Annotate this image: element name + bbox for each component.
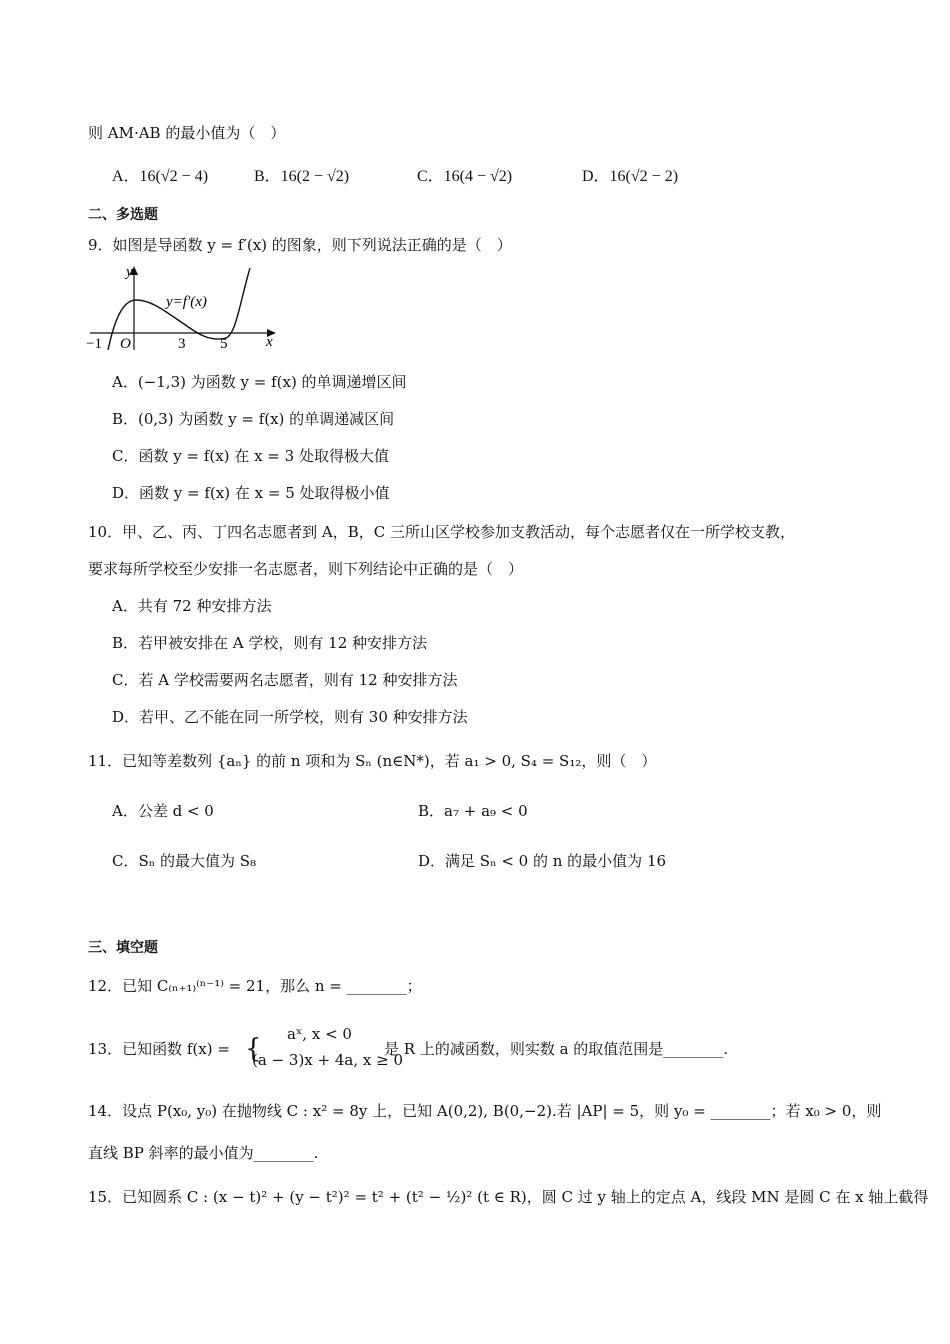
graph-origin-label: O <box>120 336 131 352</box>
q9-stem: 9．如图是导函数 y = f′(x) 的图象，则下列说法正确的是（ ） <box>88 236 512 254</box>
section-title-fill-in: 三、填空题 <box>88 940 158 956</box>
q13-suffix: 是 R 上的减函数，则实数 a 的取值范围是________. <box>384 1040 729 1058</box>
q13-prefix: 13．已知函数 f(x) = <box>88 1040 230 1058</box>
q11-option-d: D．满足 Sₙ < 0 的 n 的最小值为 16 <box>418 852 667 870</box>
q9-option-a: A．(−1,3) 为函数 y = f(x) 的单调递增区间 <box>112 373 407 391</box>
q13-case1: aˣ, x < 0 <box>287 1025 352 1043</box>
q12-stem: 12．已知 C₍ₙ₊₁₎⁽ⁿ⁻¹⁾ = 21，那么 n = ________； <box>88 977 422 995</box>
graph-curve-label: y=f′(x) <box>166 294 207 310</box>
q13-case2: (a − 3)x + 4a, x ≥ 0 <box>252 1051 403 1069</box>
q8-option-b: B．16(2 − √2) <box>254 168 350 185</box>
q14-line2: 直线 BP 斜率的最小值为________. <box>88 1144 319 1162</box>
q8-option-c: C．16(4 − √2) <box>417 168 513 185</box>
q9-option-d: D．函数 y = f(x) 在 x = 5 处取得极小值 <box>112 484 390 502</box>
graph-tick-3: 3 <box>178 336 186 352</box>
q8-stem: 则 AM·AB 的最小值为（ ） <box>88 124 286 142</box>
q10-option-d: D．若甲、乙不能在同一所学校，则有 30 种安排方法 <box>112 708 468 726</box>
graph-tick-5: 5 <box>220 336 228 352</box>
q10-option-b: B．若甲被安排在 A 学校，则有 12 种安排方法 <box>112 634 428 652</box>
q15-line1: 15．已知圆系 C : (x − t)² + (y − t²)² = t² + (t² − ½)² (t ∈ R)，圆 C 过 y 轴上的定点 A，线段 MN 是圆 C 在 x 轴上截得 <box>88 1188 929 1206</box>
q10-stem-line2: 要求每所学校至少安排一名志愿者，则下列结论中正确的是（ ） <box>88 560 524 578</box>
q10-option-a: A．共有 72 种安排方法 <box>112 597 272 615</box>
q11-option-a: A．公差 d < 0 <box>112 802 214 820</box>
q11-option-c: C．Sₙ 的最大值为 S₈ <box>112 852 257 870</box>
graph-x-label: x <box>266 334 273 350</box>
graph-tick-neg1: −1 <box>86 336 102 352</box>
graph-y-label: y <box>126 264 133 280</box>
q8-option-d: D．16(√2 − 2) <box>582 168 679 185</box>
q11-stem: 11．已知等差数列 {aₙ} 的前 n 项和为 Sₙ (n∈N*)，若 a₁ > 0, S₄ = S₁₂，则（ ） <box>88 752 657 770</box>
section-title-multiple-choice: 二、多选题 <box>88 207 158 223</box>
q9-option-c: C．函数 y = f(x) 在 x = 3 处取得极大值 <box>112 447 389 465</box>
q9-derivative-graph <box>86 262 282 354</box>
q10-stem-line1: 10．甲、乙、丙、丁四名志愿者到 A，B，C 三所山区学校参加支教活动，每个志愿者仅在一所学校支教， <box>88 523 795 541</box>
q13-brace: { <box>245 1034 262 1064</box>
q8-option-a: A．16(√2 − 4) <box>112 168 209 185</box>
q14-line1: 14．设点 P(x₀, y₀) 在抛物线 C : x² = 8y 上，已知 A(0,2), B(0,−2).若 |AP| = 5，则 y₀ = ________；若 x₀ > 0，则 <box>88 1102 882 1120</box>
q11-option-b: B．a₇ + a₉ < 0 <box>418 802 528 820</box>
q9-option-b: B．(0,3) 为函数 y = f(x) 的单调递减区间 <box>112 410 395 428</box>
q10-option-c: C．若 A 学校需要两名志愿者，则有 12 种安排方法 <box>112 671 458 689</box>
